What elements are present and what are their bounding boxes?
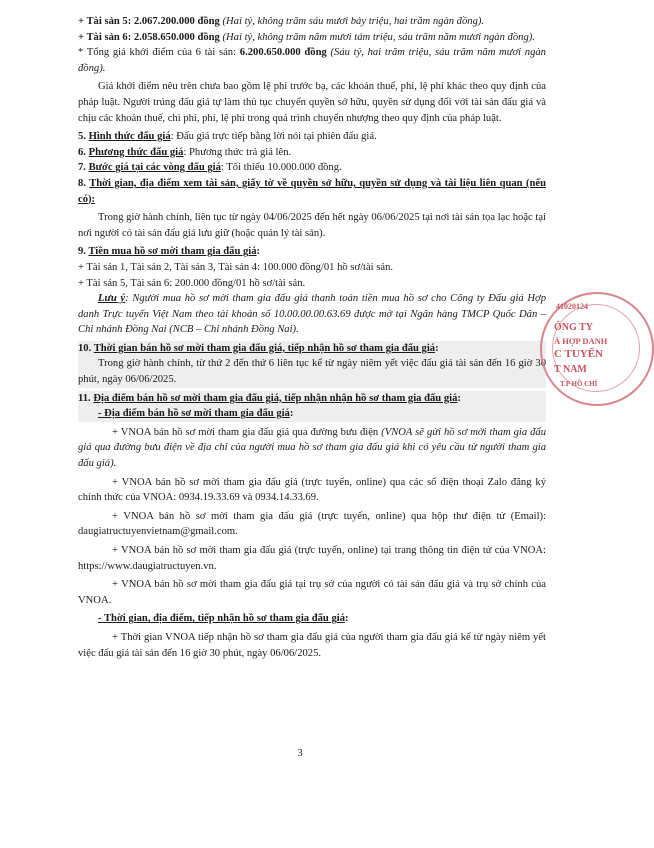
page-number: 3 [297, 748, 303, 759]
section-9-number: 9. [78, 246, 86, 258]
section-11-sub-1: - Địa điểm bán hồ sơ mời tham gia đấu giá: [78, 406, 546, 422]
section-11-bullet-5: + VNOA bán hồ sơ mời tham gia đấu giá tại trụ sở của người có tài sản đấu giá và trụ sở chính của VNOA. [78, 579, 546, 606]
stamp-line-6: T.P HỒ CHÍ [560, 380, 598, 388]
section-9-note-label: Lưu ý [98, 293, 126, 305]
section-8-number: 8. [78, 177, 86, 189]
section-6-text: : Phương thức trả giá lên. [183, 146, 292, 158]
stamp-line-4: C TUYẾN [554, 348, 604, 360]
section-10-heading: 10. Thời gian bán hồ sơ mời tham gia đấu giá, tiếp nhận hồ sơ tham gia đấu giá: [78, 341, 546, 357]
section-5-title: Hình thức đấu giá [88, 131, 171, 143]
section-6-title: Phương thức đấu giá [88, 146, 184, 158]
section-6 [78, 145, 546, 161]
section-11-heading: 11. Địa điểm bán hồ sơ mời tham gia đấu giá, tiếp nhận nhận hồ sơ tham gia đấu giá: [78, 391, 546, 407]
total-label: * Tổng giá khởi điểm của 6 tài sản: [78, 47, 237, 59]
section-5-number: 5. [78, 131, 86, 143]
asset-5-line [78, 14, 546, 30]
stamp-line-2: ÔNG TY [554, 322, 593, 333]
section-10-body: Trong giờ hành chính, từ thứ 2 đến thứ 6 liên tục kể từ ngày niêm yết việc đấu giá tài sản đến 16 giờ 30 phút, ngày 06/06/2025. [78, 356, 546, 387]
section-8-body: Trong giờ hành chính, liên tục từ ngày 04/06/2025 đến hết ngày 06/06/2025 tại nơi tài sản tọa lạc hoặc tại nơi người có tài sản đấu giá lưu giữ (hoặc quản lý tài sản). [78, 212, 546, 239]
company-seal-stamp [540, 292, 654, 406]
section-11-sub-2-title: - Thời gian, địa điểm, tiếp nhận hồ sơ tham gia đấu giá [98, 613, 346, 625]
total-words: (Sáu tỷ, hai trăm triệu, sáu trăm năm mươi ngàn đồng). [78, 47, 546, 74]
section-11-bullet-2: + VNOA bán hồ sơ mời tham gia đấu giá (trực tuyến, online) qua các số điện thoại Zalo đăng ký chính thức của VNOA: 0934.19.33.69 và 0934.14.33.69. [78, 476, 546, 504]
section-9-title: Tiền mua hồ sơ mời tham gia đấu giá [88, 246, 257, 258]
section-9-line-1: + Tài sản 1, Tài sản 2, Tài sản 3, Tài sản 4: 100.000 đồng/01 hồ sơ/tài sản. [78, 261, 394, 273]
section-6-number: 6. [78, 146, 86, 158]
section-9-heading: 9. Tiền mua hồ sơ mời tham gia đấu giá: [78, 246, 261, 258]
stamp-line-3: À HỢP DANH [554, 336, 608, 346]
document-body [78, 14, 546, 661]
asset-5-value: 2.067.200.000 đồng [133, 16, 220, 27]
section-9-note [78, 291, 546, 338]
section-8-heading [78, 176, 546, 207]
asset-6-label: + Tài sản 6: [78, 31, 132, 43]
asset-6-words: (Hai tỷ, không trăm năm mươi tám triệu, sáu trăm năm mươi ngàn đồng). [222, 31, 535, 43]
price-note: Giá khởi điểm nêu trên chưa bao gồm lệ phí trước bạ, các khoản thuế, phí, lệ phí khác theo quy định của pháp luật. Người trúng đấu giá tự làm thủ tục chuyển quyền sở hữu, quyền sử dụng đối với tài sản đấu giá và chịu các khoản thuế, chi phí, phí, lệ phí trong quá trình chuyển nhượng theo quy định của pháp luật. [78, 81, 546, 124]
section-11-bullet-1 [78, 425, 546, 472]
asset-5-words: (Hai tỷ, không trăm sáu mươi bảy triệu, hai trăm ngàn đồng). [222, 16, 485, 27]
total-value: 6.200.650.000 đồng [239, 47, 327, 59]
section-11-title: Địa điểm bán hồ sơ mời tham gia đấu giá, tiếp nhận nhận hồ sơ tham gia đấu giá [93, 392, 458, 404]
stamp-line-1: 41020124 [556, 302, 588, 311]
section-11-sub-1-title: - Địa điểm bán hồ sơ mời tham gia đấu giá [98, 408, 290, 420]
section-7 [78, 160, 546, 176]
section-11-bullet-6: + Thời gian VNOA tiếp nhận hồ sơ tham gia đấu giá của người tham gia đấu giá kể từ ngày niêm yết việc đấu giá tài sản đến 16 giờ 30 phút, ngày 06/06/2025. [78, 631, 546, 659]
section-9-note-text: : Người mua hồ sơ mời tham gia đấu giá thanh toán tiền mua hồ sơ cho Công ty Đấu giá Hợp danh Trực tuyến Việt Nam theo tài khoản số 10.00.00.00.63.69 được mở tại Ngân hàng TMCP Quốc Dân – Chi nhánh Đồng Nai (NCB – Chi nhánh Đồng Nai). [78, 293, 546, 336]
section-10-title: Thời gian bán hồ sơ mời tham gia đấu giá, tiếp nhận hồ sơ tham gia đấu giá [93, 342, 436, 354]
section-5-text: : Đấu giá trực tiếp bằng lời nói tại phiên đấu giá. [170, 131, 377, 143]
section-11-bullet-4: + VNOA bán hồ sơ mời tham gia đấu giá (trực tuyến, online) tại trang thông tin điện tử của VNOA: https://www.daugiatructuyen.vn. [78, 545, 546, 572]
asset-5-label: + Tài sản 5: [78, 16, 132, 27]
stamp-line-5: T NAM [554, 364, 587, 375]
bullet-1-text: + VNOA bán hồ sơ mời tham gia đấu giá qua đường bưu điện [112, 426, 382, 438]
section-11-number: 11. [78, 392, 91, 404]
section-11-sub-2: - Thời gian, địa điểm, tiếp nhận hồ sơ tham gia đấu giá: [98, 613, 349, 625]
section-7-text: : Tối thiểu 10.000.000 đồng. [220, 162, 342, 174]
section-5 [78, 129, 546, 145]
section-9-line-2: + Tài sản 5, Tài sản 6: 200.000 đồng/01 hồ sơ/tài sản. [78, 277, 306, 289]
section-7-number: 7. [78, 162, 86, 174]
section-10-number: 10. [78, 342, 92, 354]
section-7-title: Bước giá tại các vòng đấu giá [88, 162, 221, 174]
bullet-1-italic: (VNOA sẽ gửi hồ sơ mời tham gia đấu giá qua đường bưu điện về địa chỉ của người mua hồ sơ tham gia đấu giá khi có yêu cầu từ người tham gia đấu giá). [78, 426, 547, 470]
asset-6-value: 2.058.650.000 đồng [133, 31, 220, 43]
asset-6-line [78, 30, 546, 46]
section-8-title: Thời gian, địa điểm xem tài sản, giấy tờ về quyền sở hữu, quyền sử dụng và tài liệu liên quan (nếu có): [78, 177, 546, 205]
section-11-bullet-3: + VNOA bán hồ sơ mời tham gia đấu giá (trực tuyến, online) qua hộp thư điện tử (Email): daugiatructuyenvietnam@gmail.com. [78, 510, 546, 538]
total-line [78, 45, 546, 76]
